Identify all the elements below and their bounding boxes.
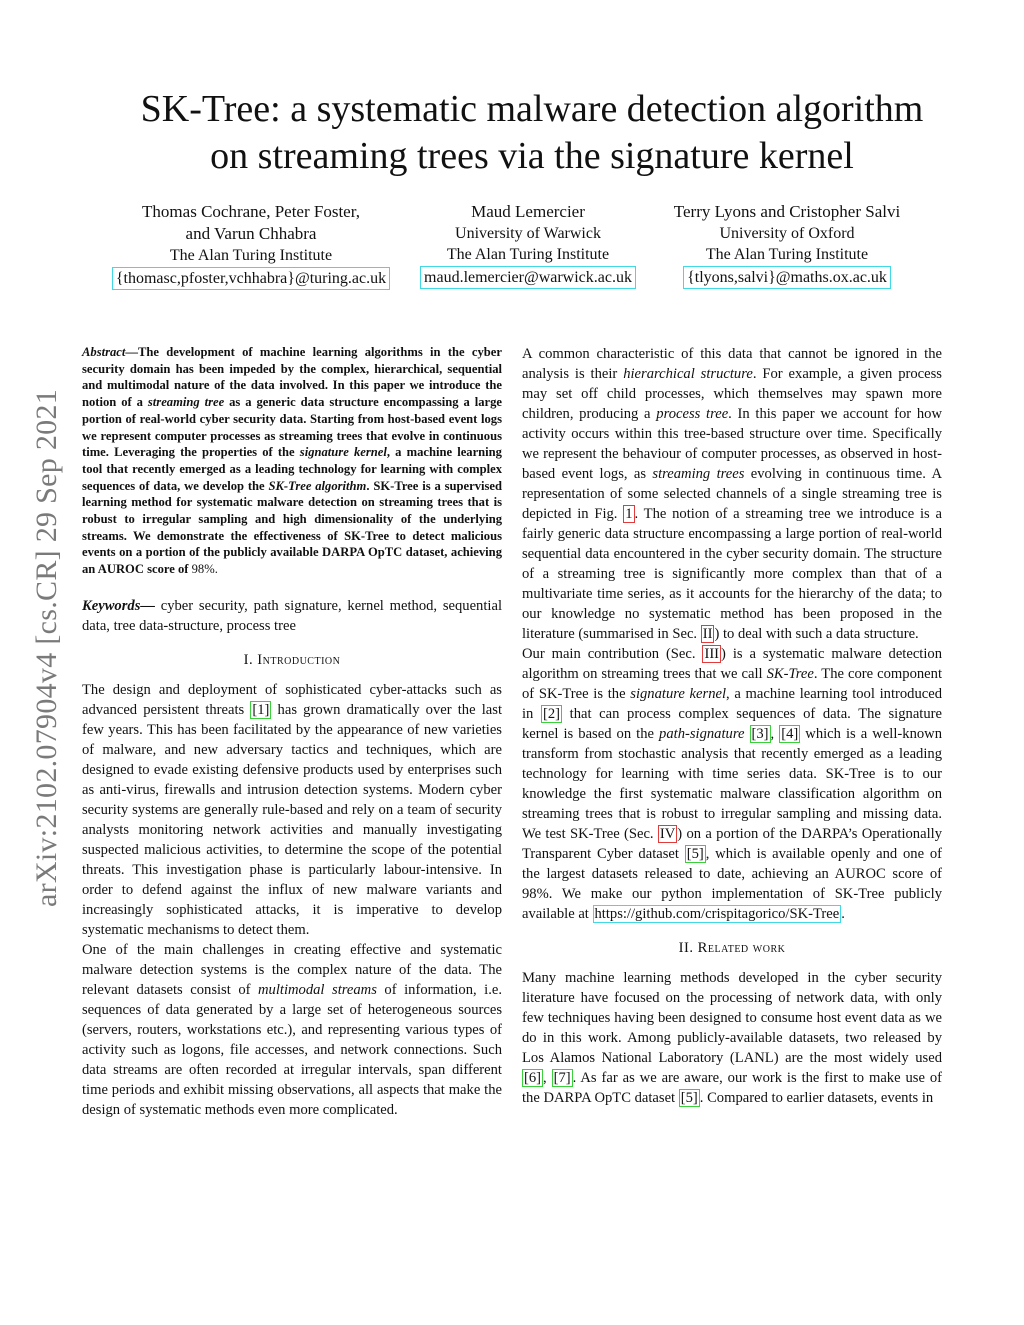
section-heading-introduction: I. Introduction — [243, 651, 341, 668]
citation-link[interactable]: [4] — [781, 726, 799, 742]
paragraph-text: that can process complex sequences of data. The signature kernel is based on the — [522, 706, 942, 742]
intro-paragraph — [82, 680, 502, 940]
keywords-text: cyber security, path signature, kernel method, sequential data, tree data-structure, process tree — [82, 597, 502, 634]
author-affiliation: University of Warwick — [455, 225, 601, 242]
paragraph-emphasis: path-signature — [659, 726, 745, 742]
paragraph-emphasis: hierarchical structure — [623, 366, 753, 382]
paragraph-emphasis: process tree — [656, 406, 729, 422]
paragraph-text: Our main contribution (Sec. — [522, 646, 703, 662]
citation-link[interactable]: [7] — [553, 1070, 571, 1086]
paragraph-text: A common characteristic of this data that cannot be ignored in the analysis is their — [522, 346, 942, 382]
citation-link[interactable]: [2] — [542, 706, 561, 722]
section-reference-link[interactable]: II — [702, 626, 713, 642]
arxiv-identifier-stamp — [28, 350, 66, 945]
author-affiliation: University of Oxford — [719, 225, 855, 242]
paragraph-emphasis: signature kernel — [630, 686, 727, 702]
abstract-emphasis: streaming tree — [147, 395, 225, 410]
paragraph-emphasis: multimodal streams — [258, 981, 377, 998]
paragraph-emphasis: SK-Tree — [766, 666, 814, 682]
author-affiliation: The Alan Turing Institute — [705, 246, 869, 263]
author-name-line: Maud Lemercier — [471, 202, 585, 221]
author-name-line: Thomas Cochrane, Peter Foster, — [142, 202, 360, 221]
paragraph-text: , — [770, 726, 780, 742]
author-names — [108, 201, 394, 245]
abstract-score: 98%. — [191, 562, 218, 577]
paragraph-text: . Compared to earlier datasets, events in — [699, 1090, 934, 1106]
paragraph-text: evolving in continuous time. A representation of some selected channels of a single streaming tree is depicted in Fig. — [522, 466, 942, 522]
citation-link[interactable]: [1] — [252, 701, 270, 718]
paragraph-text: One of the main challenges in creating effective and systematic malware detection systems is the complex nature of the data. The relevant datasets consist of — [82, 941, 502, 998]
paragraph-text: . For example, a given process may set off child processes, which themselves may spawn more children, producing a — [522, 366, 942, 422]
citation-link[interactable]: [5] — [680, 1090, 698, 1106]
abstract-text: , a machine learning tool that recently emerged as a leading technology for learning with complex sequences of data, we develop the — [82, 445, 502, 493]
paragraph-text: ) to deal with such a data structure. — [714, 626, 919, 642]
abstract-text: as a generic data structure encompassing a large portion of real-world cyber security data. Starting from host-based event logs we represent computer processes as streaming trees that evolve in continuous time. Leveraging the properties of the — [82, 395, 502, 460]
abstract-text: —The development of machine learning algorithms in the cyber security domain has been impeded by the complex, hierarchical, sequential and multimodal nature of the data involved. In this paper we introduce the notion of a — [82, 345, 502, 410]
paragraph-text: . The notion of a streaming tree we introduce is a fairly generic data structure encompassing a large portion of real-world sequential data encountered in the cyber security domain. The structure of a streaming tree is significantly more complex than that of a multivariate time series, as it accounts for the hierarchy of the data; to our knowledge no systematic method has been proposed in the literature (summarised in Sec. — [522, 506, 942, 642]
author-names — [656, 201, 918, 223]
citation-link[interactable]: [3] — [751, 726, 769, 742]
left-column — [82, 344, 502, 1120]
keywords — [82, 596, 502, 636]
abstract-label: Abstract — [82, 345, 126, 359]
paragraph-text: . As far as we are aware, our work is the first to make use of the DARPA OpTC dataset — [522, 1070, 942, 1106]
intro-paragraph — [522, 644, 942, 924]
author-email-link[interactable]: {tlyons,salvi}@maths.ox.ac.uk — [683, 266, 891, 289]
paragraph-text: . In this paper we account for how activity occurs within this tree-based structure over time. Specifically we represent the behaviour of computer processes, as observed in host-based event logs, as — [522, 406, 943, 482]
author-email-link[interactable]: {thomasc,pfoster,vchhabra}@turing.ac.uk — [112, 267, 390, 290]
paragraph-text: Many machine learning methods developed in the cyber security literature have focused on the processing of network data, with only few techniques having been designed to consume host event data as we do in this work. Among publicly-available datasets, two released by Los Alamos National Laboratory (LANL) are the most widely used — [522, 970, 942, 1066]
paragraph-text — [744, 726, 749, 742]
keywords-label: Keywords— — [82, 597, 155, 614]
author-names — [416, 201, 640, 223]
author-affiliation: The Alan Turing Institute — [446, 246, 610, 263]
author-email-link[interactable]: maud.lemercier@warwick.ac.uk — [420, 266, 636, 289]
intro-paragraph — [82, 940, 502, 1120]
paragraph-text: ) is a systematic malware detection algorithm on streaming trees that we call — [522, 646, 943, 682]
author-affiliation: The Alan Turing Institute — [169, 247, 333, 264]
related-work-paragraph — [522, 968, 942, 1108]
author-block-oxford — [656, 201, 918, 289]
paragraph-text: 98% — [522, 886, 549, 902]
title-line: on streaming trees via the signature kernel — [210, 135, 854, 177]
paragraph-text: , a machine learning tool introduced in — [522, 686, 943, 722]
paragraph-text: which is a well-known transform from stochastic analysis that recently emerged as a leading technology for learning with time series data. SK-Tree is to our knowledge the first systematic malware classification algorithm on streaming trees that is robust to irregular sampling and missing data. We test SK-Tree (Sec. — [522, 726, 942, 842]
intro-paragraph — [522, 344, 942, 644]
arxiv-identifier-text: arXiv:2102.07904v4 [cs.CR] 29 Sep 2021 — [30, 388, 63, 907]
paper-title — [70, 86, 994, 180]
paragraph-text: , which is available openly and one of the largest datasets released to date, achieving an AUROC score of — [522, 846, 942, 882]
abstract-text: . SK-Tree is a supervised learning method for systematic malware detection on streaming trees that is robust to irregular sampling and high dimensionality of the underlying streams. We demonstrate the effectiveness of SK-Tree to detect malicious events on a portion of the publicly available DARPA OpTC dataset, achieving an AUROC score of — [82, 478, 503, 577]
paragraph-text: has grown dramatically over the last few years. This has been facilitated by the appearance of new varieties of malware, and new adversary tactics and techniques, which are designed to evade existing defensive products used by enterprises such as anti-virus, firewalls and intrusion detection systems. Modern cyber security systems are generally rule-based and rely on a team of security analysts monitoring network activities and manually investigating suspected malicious activities, to determine the scope of the potential threats. This investigation phase is particularly labour-intensive. In order to defend against the influx of new malware variants and increasingly sophisticated attacks, it is imperative to develop systematic mechanisms to detect them. — [82, 701, 502, 938]
figure-reference-link[interactable]: 1 — [625, 506, 633, 522]
abstract — [82, 344, 502, 578]
paragraph-text: , — [543, 1070, 552, 1086]
paragraph-text: of information, i.e. sequences of data generated by a large set of heterogeneous sources (servers, routers, workstations etc.), and representing various types of activity such as logons, file accesses, and network connections. Such data streams are often recorded at irregular intervals, span different time periods and exhibit missing observations, all aspects that make the design of systematic methods even more complicated. — [82, 981, 503, 1118]
abstract-emphasis: signature kernel — [299, 445, 387, 460]
title-line: SK-Tree: a systematic malware detection algorithm — [140, 88, 924, 130]
paragraph-text: . We make our python implementation of SK-Tree publicly available at — [522, 886, 942, 922]
author-block-warwick — [416, 201, 640, 289]
author-name-line: and Varun Chhabra — [185, 224, 317, 243]
paragraph-text: . The core component of SK-Tree is the — [522, 666, 943, 702]
github-url-link[interactable]: https://github.com/crispitagorico/SK-Tree — [594, 906, 840, 922]
citation-link[interactable]: [5] — [686, 846, 704, 862]
abstract-emphasis: SK-Tree algorithm — [268, 478, 367, 493]
citation-link[interactable]: [6] — [524, 1070, 542, 1086]
paragraph-emphasis: streaming trees — [652, 466, 745, 482]
paragraph-text: . — [841, 906, 845, 922]
right-column — [522, 344, 942, 1108]
paragraph-text: ) on a portion of the DARPA’s Operationally Transparent Cyber dataset — [522, 826, 942, 862]
author-block-turing — [108, 201, 394, 290]
section-reference-link[interactable]: III — [704, 646, 720, 662]
section-heading-related-work: II. Related work — [678, 940, 786, 956]
paragraph-text: The design and deployment of sophisticated cyber-attacks such as advanced persistent threats — [82, 681, 502, 718]
section-reference-link[interactable]: IV — [659, 826, 676, 842]
author-name-line: Terry Lyons and Cristopher Salvi — [673, 202, 901, 221]
